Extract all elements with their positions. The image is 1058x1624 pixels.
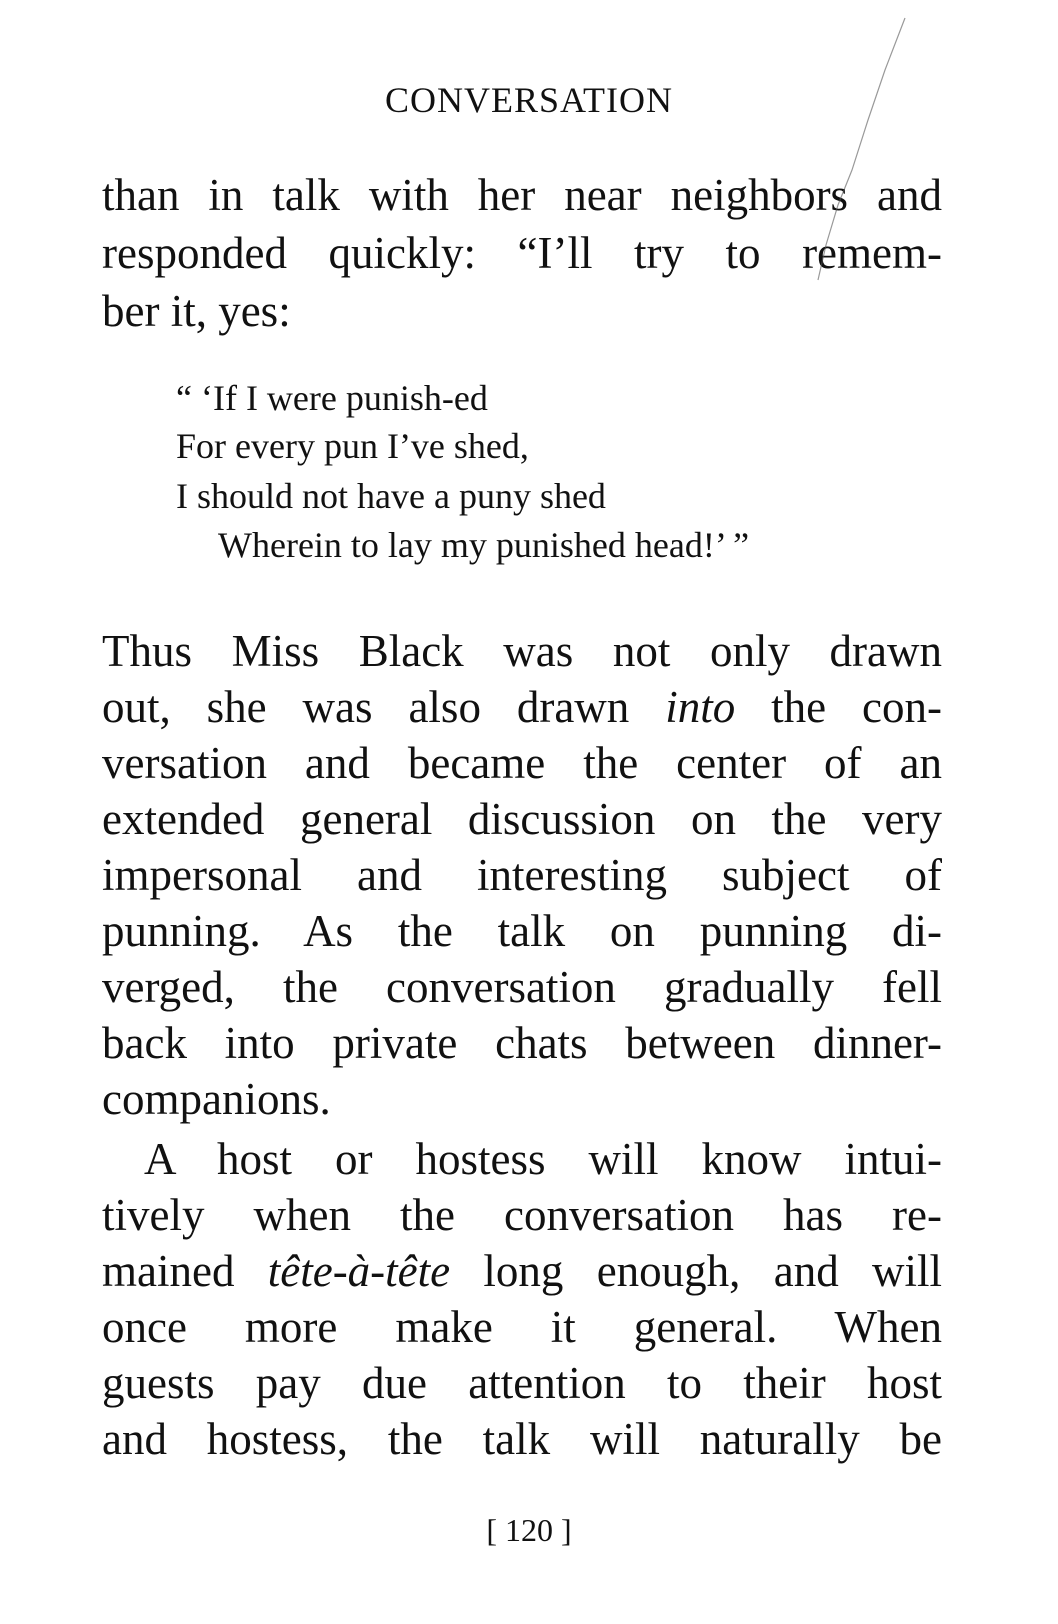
verse-line: Wherein to lay my punished head!’ ” xyxy=(218,525,750,565)
text-line: once more make it general. When xyxy=(102,1302,942,1352)
italic-phrase: tête-à-tête xyxy=(267,1246,451,1296)
page-number: [ 120 ] xyxy=(486,1512,572,1548)
text-line: A host or hostess will know intui- xyxy=(144,1134,942,1184)
text-line: ber it, yes: xyxy=(102,286,291,336)
text-line: verged, the conversation gradually fell xyxy=(102,962,942,1012)
text-line: extended general discussion on the very xyxy=(102,794,942,844)
text-line: tively when the conversation has re- xyxy=(102,1190,942,1240)
verse-line: “ ‘If I were punish-ed xyxy=(176,378,488,418)
text-segment: the con- xyxy=(735,682,942,732)
text-line: responded quickly: “I’ll try to remem- xyxy=(102,228,942,278)
text-segment: long enough, and will xyxy=(450,1246,942,1296)
text-line: companions. xyxy=(102,1074,331,1124)
text-line: punning. As the talk on punning di- xyxy=(102,906,942,956)
text-segment: out, she was also drawn xyxy=(102,682,666,732)
text-line: and hostess, the talk will naturally be xyxy=(102,1414,942,1464)
verse-line: I should not have a puny shed xyxy=(176,476,606,516)
text-line: impersonal and interesting subject of xyxy=(102,850,942,900)
italic-word: into xyxy=(665,682,736,732)
text-line: guests pay due attention to their host xyxy=(102,1358,942,1408)
running-head: CONVERSATION xyxy=(384,80,673,120)
verse-line: For every pun I’ve shed, xyxy=(176,426,529,466)
text-segment: mained xyxy=(102,1246,268,1296)
text-line: than in talk with her near neighbors and xyxy=(102,170,942,220)
text-line: versation and became the center of an xyxy=(102,738,942,788)
text-line-with-italic xyxy=(102,1242,942,1300)
text-line-with-italic xyxy=(102,678,942,736)
text-line: back into private chats between dinner- xyxy=(102,1018,942,1068)
text-line: Thus Miss Black was not only drawn xyxy=(102,626,942,676)
